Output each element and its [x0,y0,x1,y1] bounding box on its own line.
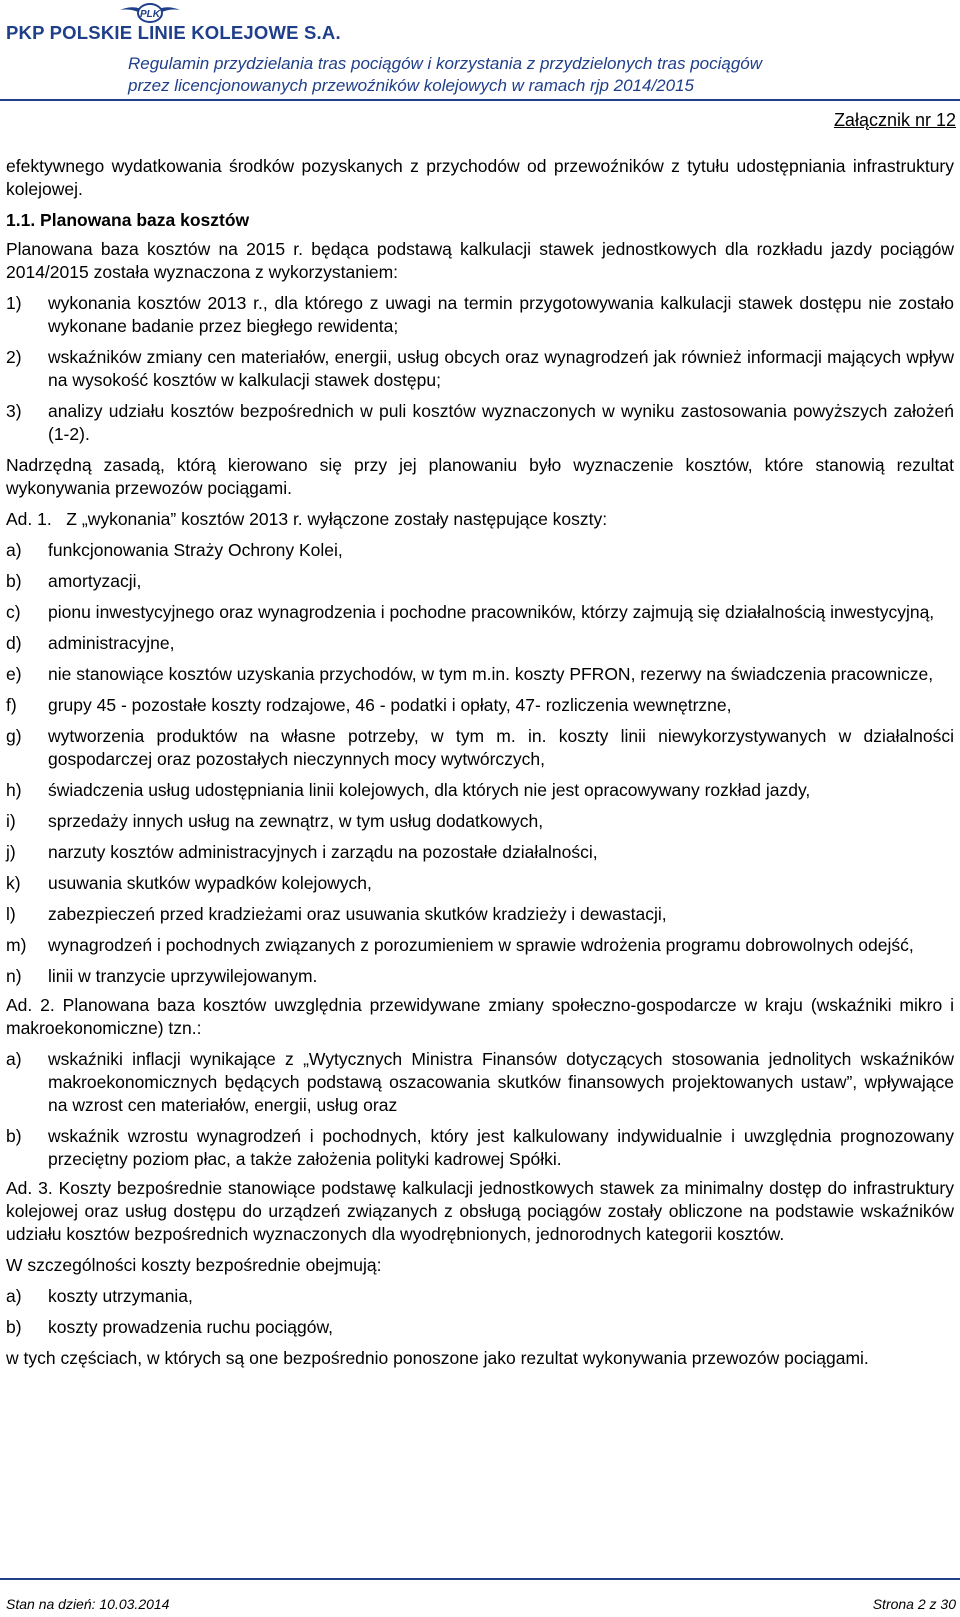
list-item-label: b) [6,571,22,591]
paragraph-3: W szczególności koszty bezpośrednie obejmują: [6,1255,382,1275]
company-name: PKP POLSKIE LINIE KOLEJOWE S.A. [6,22,341,43]
list-item-label: b) [6,1317,22,1337]
list-item-label: i) [6,811,16,831]
list-item-label: 1) [6,293,22,313]
list-item-text: analizy udziału kosztów bezpośrednich w puli kosztów wyznaczonych w wyniku zastosowania powyższych założeń (1-2). [48,401,954,444]
list-item-label: n) [6,966,22,986]
list-item-text: funkcjonowania Straży Ochrony Kolei, [48,540,343,560]
list-item-text: narzuty kosztów administracyjnych i zarządu na pozostałe działalności, [48,842,598,862]
list-item-text: wskaźnik wzrostu wynagrodzeń i pochodnych, który jest kalkulowany indywidualnie i uwzględnia prognozowany przeciętny poziom płac, a także założenia polityki kadrowej Spółki. [48,1126,954,1169]
list-item-text: grupy 45 - pozostałe koszty rodzajowe, 46 - podatki i opłaty, 47- rozliczenia wewnętrzne, [48,695,732,715]
page-footer [0,1578,960,1617]
regulation-title-line2: przez licencjonowanych przewoźników kolejowych w ramach rjp 2014/2015 [128,76,695,95]
list-item [6,400,954,446]
page-header [0,0,960,100]
list-item-text: usuwania skutków wypadków kolejowych, [48,873,372,893]
paragraph-1: Planowana baza kosztów na 2015 r. będąca podstawą kalkulacji stawek jednostkowych dla rozkładu jazdy pociągów 2014/2015 została wyznaczona z wykorzystaniem: [6,239,954,282]
list-item-label: m) [6,935,27,955]
list-4 [6,1285,954,1339]
list-item-label: d) [6,633,22,653]
list-item [6,779,954,802]
list-item-text: amortyzacji, [48,571,142,591]
list-item-text: administracyjne, [48,633,175,653]
status-date: Stan na dzień: 10.03.2014 [6,1596,170,1612]
list-item [6,1125,954,1171]
list-item-label: a) [6,1049,22,1069]
list-item-text: nie stanowiące kosztów uzyskania przychodów, w tym m.in. koszty PFRON, rezerwy na świadczenia pracownicze, [48,664,934,684]
list-item [6,601,954,624]
header-divider [0,99,960,101]
paragraph-4: w tych częściach, w których są one bezpośrednio ponoszone jako rezultat wykonywania przewozów pociągami. [6,1348,869,1368]
list-item-label: l) [6,904,16,924]
list-item-label: e) [6,664,22,684]
list-item-label: c) [6,602,21,622]
list-item-text: świadczenia usług udostępniania linii kolejowych, dla których nie jest opracowywany rozkład jazdy, [48,780,811,800]
ad2-paragraph: Ad. 2. Planowana baza kosztów uwzględnia przewidywane zmiany społeczno-gospodarcze w kraju (wskaźniki mikro i makroekonomiczne) tzn.: [6,995,954,1038]
list-item-text: pionu inwestycyjnego oraz wynagrodzenia i pochodne pracowników, którzy zajmują się działalnością inwestycyjną, [48,602,935,622]
list-item-label: a) [6,1286,22,1306]
list-item [6,841,954,864]
page-number: Strona 2 z 30 [872,1596,956,1612]
list-item [6,539,954,562]
list-item [6,965,954,988]
list-item-label: b) [6,1126,22,1146]
logo-text: PLK [140,9,160,20]
list-item [6,872,954,895]
list-item-label: g) [6,726,22,746]
paragraph-2: Nadrzędną zasadą, którą kierowano się przy jej planowaniu było wyznaczenie kosztów, które stanowią rezultat wykonywania przewozów pociągami. [6,455,954,498]
list-item [6,810,954,833]
list-item-text: wytworzenia produktów na własne potrzeby, w tym m. in. koszty linii niewykorzystywanych w działalności gospodarczej oraz pozostałych nieczynnych mocy wytwórczych, [48,726,954,769]
list-item-text: linii w tranzycie uprzywilejowanym. [48,966,318,986]
list-item-label: k) [6,873,21,893]
ad3-paragraph: Ad. 3. Koszty bezpośrednie stanowiące podstawę kalkulacji jednostkowych stawek za minimalny dostęp do infrastruktury kolejowej oraz usług dostępu do urządzeń związanych z obsługą pociągów zostały obliczone na podstawie wskaźników udziału kosztów bezpośrednich wyznaczonych dla wyodrębnionych, jednorodnych kategorii kosztów. [6,1178,954,1244]
list-item-label: h) [6,780,22,800]
list-item-text: koszty utrzymania, [48,1286,193,1306]
regulation-title-line1: Regulamin przydzielania tras pociągów i korzystania z przydzielonych tras pociągów [128,54,763,73]
list-1 [6,292,954,446]
list-item-label: j) [6,842,16,862]
list-item-text: sprzedaży innych usług na zewnątrz, w tym usług dodatkowych, [48,811,544,831]
list-item-text: wskaźniki inflacji wynikające z „Wytycznych Ministra Finansów dotyczących stosowania jednolitych wskaźników makroekonomicznych będących podstawą oszacowania skutków finansowych projektowanych ustaw”, wpływające na wzrost cen materiałów, energii, usług oraz [48,1049,954,1115]
list-item-label: f) [6,695,17,715]
list-item [6,1285,954,1308]
footer-divider [0,1578,960,1580]
list-item [6,934,954,957]
list-item-text: wynagrodzeń i pochodnych związanych z porozumieniem w sprawie wdrożenia programu dobrowolnych odejść, [48,935,914,955]
list-item [6,346,954,392]
attachment-label: Załącznik nr 12 [833,110,956,130]
plk-logo-icon [118,2,182,24]
list-item [6,570,954,593]
list-item [6,694,954,717]
list-item [6,292,954,338]
list-item-text: koszty prowadzenia ruchu pociągów, [48,1317,334,1337]
list-item-text: wskaźników zmiany cen materiałów, energii, usług obcych oraz wynagrodzeń jak również informacji mających wpływ na wysokość kosztów w kalkulacji stawek dostępu; [48,347,954,390]
list-item-label: 3) [6,401,22,421]
section-heading: 1.1. Planowana baza kosztów [6,210,250,230]
ad1-paragraph: Ad. 1. Z „wykonania” kosztów 2013 r. wyłączone zostały następujące koszty: [6,509,608,529]
list-item-text: wykonania kosztów 2013 r., dla którego z uwagi na termin przygotowywania kalkulacji stawek dostępu nie zostało wykonane badanie przez biegłego rewidenta; [48,293,954,336]
list-item-text: zabezpieczeń przed kradzieżami oraz usuwania skutków kradzieży i dewastacji, [48,904,667,924]
list-item [6,725,954,771]
list-item [6,1048,954,1117]
intro-paragraph: efektywnego wydatkowania środków pozyskanych z przychodów od przewoźników z tytułu udostępniania infrastruktury kolejowej. [6,156,954,199]
list-item [6,903,954,926]
list-item-label: 2) [6,347,22,367]
list-item-label: a) [6,540,22,560]
list-item [6,632,954,655]
list-item [6,663,954,686]
list-2 [6,539,954,988]
document-body [6,155,954,1378]
list-item [6,1316,954,1339]
list-3 [6,1048,954,1171]
